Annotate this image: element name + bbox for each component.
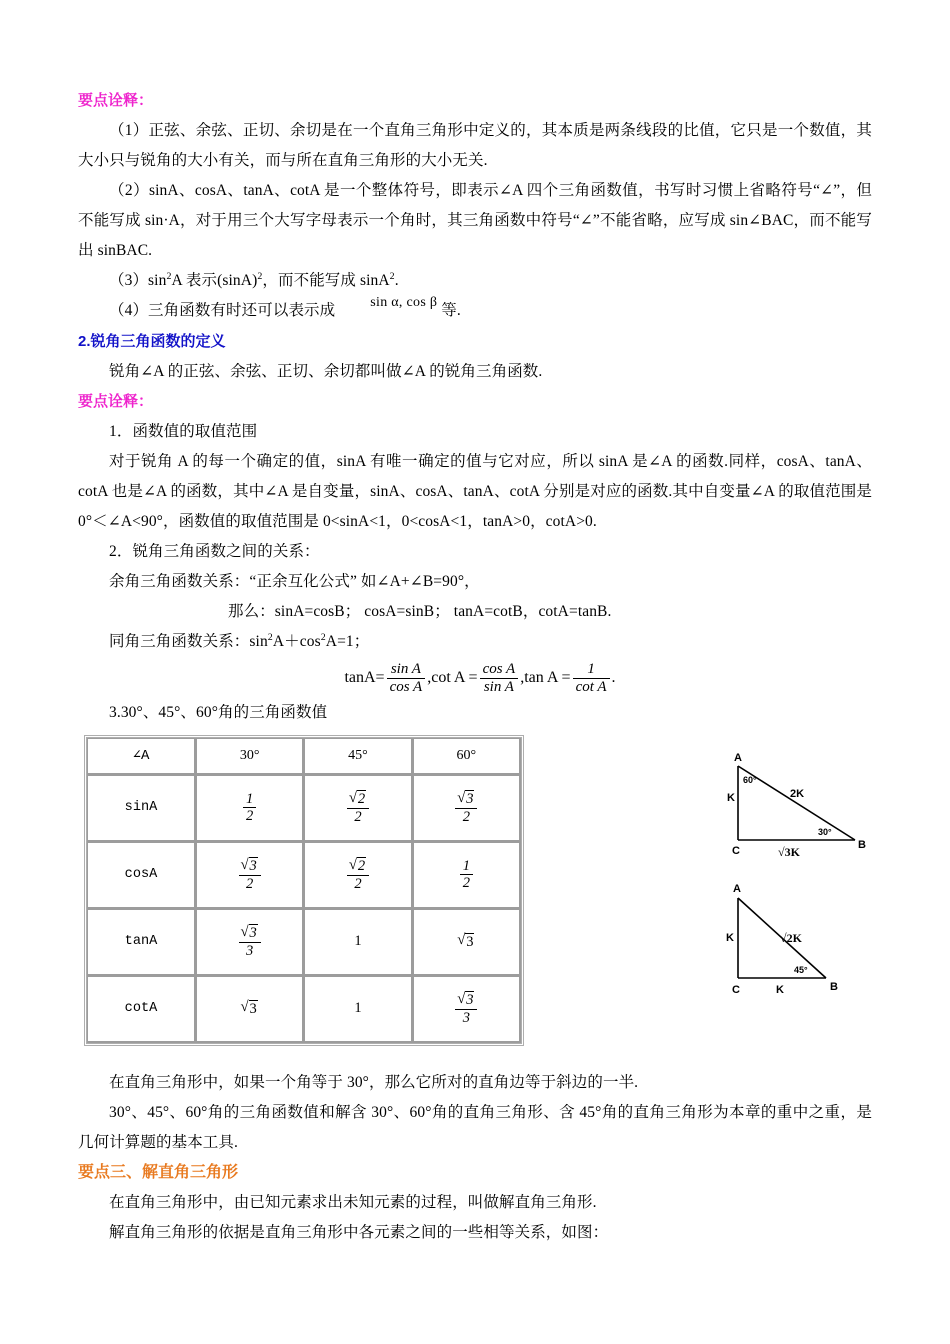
paragraph-sub3-title: 3.30°、45°、60°角的三角函数值 xyxy=(109,703,328,721)
paragraph-sub2-line1: 余角三角函数关系：“正余互化公式” 如∠A+∠B=90°， xyxy=(109,573,480,590)
table-cell xyxy=(304,842,412,909)
cell-fraction xyxy=(239,924,261,958)
fraction-sin-over-cos xyxy=(387,661,426,696)
fraction-denominator: 2 xyxy=(460,874,473,891)
table-row xyxy=(87,909,521,976)
formula-tan-cot-identities xyxy=(78,661,872,696)
item3-exponent-2: 2 xyxy=(257,270,263,282)
fraction-numerator xyxy=(455,991,477,1008)
sqrt-radical: √ 3 xyxy=(458,790,474,807)
sub2-line3-post: A=1； xyxy=(325,633,370,650)
table-cell xyxy=(413,775,521,842)
table-row xyxy=(87,976,521,1043)
table-cell xyxy=(304,976,412,1043)
item3-post: ，而不能写成 sinA xyxy=(262,272,390,289)
paragraph-section-3-body-2: 解直角三角形的依据是直角三角形中各元素之间的一些相等关系，如图： xyxy=(109,1223,609,1241)
table-header-cell: 60° xyxy=(413,738,521,775)
formula-cot-label: ,cot A = xyxy=(427,668,478,686)
formula-tan2-label: ,tan A = xyxy=(520,668,571,686)
fraction-denominator: 2 xyxy=(347,875,369,892)
table-cell xyxy=(196,909,304,976)
triangle-1-svg xyxy=(712,748,877,863)
heading-section-3: 要点三、解直角三角形 xyxy=(78,1163,239,1181)
cell-fraction xyxy=(243,791,256,824)
triangle-2-side-cb-label: K xyxy=(776,984,784,996)
triangle-1-angle-a: 60° xyxy=(743,775,757,785)
fraction-numerator xyxy=(347,857,369,874)
cell-fraction xyxy=(347,857,369,891)
item4-pre: （4）三角函数有时还可以表示成 xyxy=(109,302,336,319)
table-cell xyxy=(196,842,304,909)
fraction-denominator: 3 xyxy=(455,1009,477,1026)
fraction-denominator: 2 xyxy=(347,808,369,825)
paragraph-sub2-title: 2．锐角三角函数之间的关系： xyxy=(109,543,320,560)
triangle-2-vertex-a: A xyxy=(733,883,741,895)
table-cell xyxy=(196,775,304,842)
cell-fraction xyxy=(460,858,473,891)
sqrt-radical: √ 3 xyxy=(242,924,258,941)
triangle-1-side-ac-label: K xyxy=(727,792,735,804)
triangle-1-vertex-a: A xyxy=(734,752,742,764)
item3-exponent-1: 2 xyxy=(166,270,172,282)
fraction-denominator: cos A xyxy=(387,678,426,696)
paragraph-item-1: （1）正弦、余弦、正切、余切是在一个直角三角形中定义的，其本质是两条线段的比值，它只是一个数值，其大小只与锐角的大小有关，而与所在直角三角形的大小无关. xyxy=(78,122,872,169)
item3-pre: （3）sin xyxy=(109,272,167,289)
sub2-line3-exponent-1: 2 xyxy=(267,631,273,643)
fraction-denominator: 2 xyxy=(239,875,261,892)
figure-triangle-45-45-90 xyxy=(706,876,876,1006)
table-cell xyxy=(304,775,412,842)
triangle-2-side-ab-label: √2K xyxy=(780,931,802,945)
table-cell xyxy=(413,842,521,909)
fraction-numerator xyxy=(455,790,477,807)
row-label: sinA xyxy=(87,775,196,842)
table-cell xyxy=(196,976,304,1043)
sub2-line3-exponent-2: 2 xyxy=(320,631,326,643)
table-header-cell: 30° xyxy=(196,738,304,775)
fraction-numerator xyxy=(239,924,261,941)
paragraph-section-2-body: 锐角∠A 的正弦、余弦、正切、余切都叫做∠A 的锐角三角函数. xyxy=(109,363,543,380)
fraction-numerator: sin A xyxy=(390,661,421,677)
triangle-1-side-ab-label: 2K xyxy=(790,788,805,800)
item3-end: . xyxy=(394,272,399,289)
table-row xyxy=(87,842,521,909)
triangle-2-angle-b: 45° xyxy=(794,965,808,975)
table-header-cell: ∠A xyxy=(87,738,196,775)
paragraph-sub2-line3 xyxy=(78,627,872,657)
triangle-2-vertex-b: B xyxy=(830,981,838,993)
fraction-denominator: 2 xyxy=(243,807,256,824)
row-label: cotA xyxy=(87,976,196,1043)
cell-fraction xyxy=(239,857,261,891)
table-cell xyxy=(413,909,521,976)
item4-post: 等. xyxy=(441,302,461,319)
fraction-denominator: sin A xyxy=(480,678,519,696)
fraction-numerator xyxy=(239,857,261,874)
item3-exponent-3: 2 xyxy=(389,270,395,282)
row-label: cosA xyxy=(87,842,196,909)
table-header-row xyxy=(87,738,521,775)
paragraph-item-3 xyxy=(78,266,872,296)
triangle-1-angle-b: 30° xyxy=(818,827,832,837)
cell-fraction xyxy=(347,790,369,824)
sqrt-radical: √ 3 xyxy=(458,933,474,951)
triangle-1-side-cb-label: √3K xyxy=(778,845,800,859)
triangle-2-svg xyxy=(706,876,876,1001)
heading-section-2: 2.锐角三角函数的定义 xyxy=(78,333,226,350)
fraction-numerator: 1 xyxy=(462,857,470,874)
paragraph-30-degree-rule: 在直角三角形中，如果一个角等于 30°，那么它所对的直角边等于斜边的一半. xyxy=(109,1073,639,1091)
table-row xyxy=(87,775,521,842)
triangle-1-vertex-c: C xyxy=(732,845,740,857)
triangle-2-vertex-c: C xyxy=(732,984,740,996)
cell-value: 1 xyxy=(354,933,362,950)
document-body xyxy=(78,86,872,1248)
item3-mid: A 表示(sinA) xyxy=(171,272,258,289)
sqrt-radical: √ 3 xyxy=(242,1000,258,1018)
sqrt-radical: √ 3 xyxy=(458,991,474,1008)
formula-end: . xyxy=(611,668,616,686)
heading-key-points-1: 要点诠释： xyxy=(78,92,154,109)
paragraph-item-2: （2）sinA、cosA、tanA、cotA 是一个整体符号，即表示∠A 四个三角函数值，书写时习惯上省略符号“∠”，但不能写成 sin·A，对于用三个大写字母表示一个角时，其三角函数中符号“∠”不能省略，应写成 sin∠BAC，而不能写出 sinBAC. xyxy=(78,182,872,259)
paragraph-sub1-body: 对于锐角 A 的每一个确定的值，sinA 有唯一确定的值与它对应，所以 sinA 是∠A 的函数.同样，cosA、tanA、cotA 也是∠A 的函数，其中∠A 是自变量，sinA、cosA、tanA、cotA 分别是对应的函数.其中自变量∠A 的取值范围是 0°＜∠A<90°，函数值的取值范围是 0<sinA<1，0<cosA<1，tanA>0，cotA>0. xyxy=(78,453,872,530)
row-label: tanA xyxy=(87,909,196,976)
paragraph-section-3-body-1: 在直角三角形中，由已知元素求出未知元素的过程，叫做解直角三角形. xyxy=(109,1193,597,1211)
table-header-cell: 45° xyxy=(304,738,412,775)
table-cell xyxy=(413,976,521,1043)
sqrt-radical: √ 3 xyxy=(242,857,258,874)
fraction-numerator: 1 xyxy=(246,790,254,807)
paragraph-item-4 xyxy=(78,296,872,327)
fraction-one-over-cot xyxy=(573,661,610,696)
fraction-numerator: 1 xyxy=(587,661,595,677)
formula-sin-alpha-cos-beta: sin α, cos β xyxy=(370,295,438,310)
fraction-numerator xyxy=(347,790,369,807)
special-angles-table xyxy=(84,735,524,1046)
table-cell xyxy=(304,909,412,976)
triangle-1-vertex-b: B xyxy=(858,839,866,851)
paragraph-summary: 30°、45°、60°角的三角函数值和解含 30°、60°角的直角三角形、含 45°角的直角三角形为本章的重中之重，是几何计算题的基本工具. xyxy=(78,1103,872,1151)
heading-key-points-2: 要点诠释： xyxy=(78,393,154,410)
cell-fraction xyxy=(455,991,477,1025)
fraction-denominator: 2 xyxy=(455,808,477,825)
table-body xyxy=(87,738,521,1043)
formula-tan-label: tanA= xyxy=(344,668,385,686)
fraction-denominator: 3 xyxy=(239,942,261,959)
sqrt-radical: √ 2 xyxy=(350,857,366,874)
paragraph-sub2-line2: 那么：sinA=cosB； cosA=sinB； tanA=cotB，cotA=tanB. xyxy=(228,603,612,620)
fraction-numerator: cos A xyxy=(482,661,516,677)
fraction-cos-over-sin xyxy=(480,661,519,696)
triangle-2-side-ac-label: K xyxy=(726,932,734,944)
sqrt-radical: √ 2 xyxy=(350,790,366,807)
cell-value: 1 xyxy=(354,1000,362,1017)
fraction-denominator: cot A xyxy=(573,678,610,696)
sub2-line3-pre: 同角三角函数关系：sin xyxy=(109,633,268,650)
paragraph-sub1-title: 1．函数值的取值范围 xyxy=(109,423,258,440)
cell-fraction xyxy=(455,790,477,824)
figure-triangle-30-60-90 xyxy=(712,748,877,868)
sub2-line3-mid: A＋cos xyxy=(272,633,321,650)
